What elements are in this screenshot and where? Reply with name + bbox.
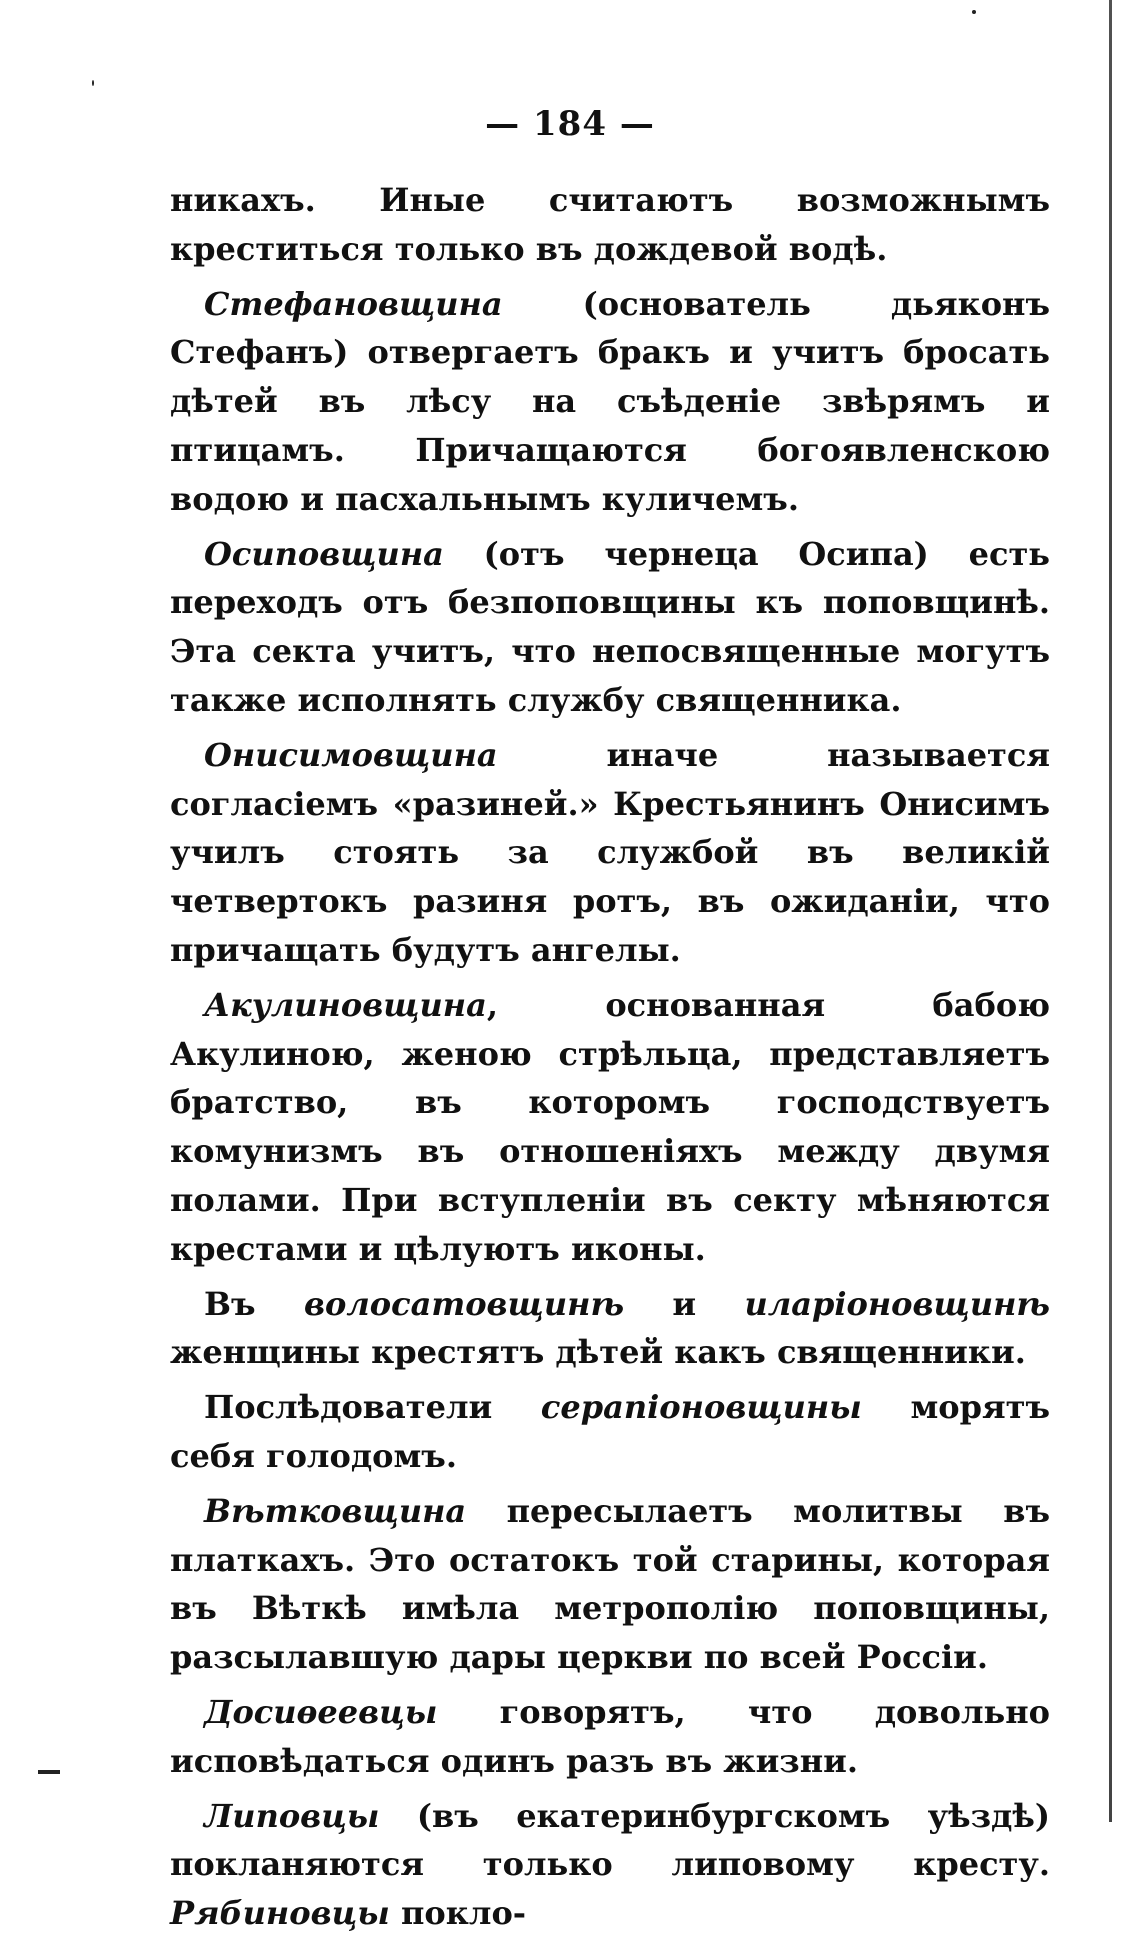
sect-term: волосатовщинѣ <box>303 1284 625 1323</box>
text-segment: (въ екатеринбургскомъ уѣздѣ) покланяются только липовому кресту. <box>170 1796 1050 1884</box>
paragraph <box>170 1792 1050 1938</box>
sect-term: иларіоновщинѣ <box>744 1284 1051 1323</box>
text-segment: пересылаетъ молитвы въ платкахъ. Это остатокъ той старины, которая въ Вѣткѣ имѣла метрополію поповщины, разсылавшую дары церкви по всей Россіи. <box>170 1491 1050 1677</box>
sect-term: Осиповщина <box>204 534 444 573</box>
text-segment: и <box>624 1284 745 1323</box>
sect-term: Липовцы <box>204 1796 380 1835</box>
paragraph <box>170 530 1050 725</box>
text-segment: (отъ чернеца Осипа) есть переходъ отъ безпоповщины къ поповщинѣ. Эта секта учитъ, что непосвященные могутъ также исполнять службу священника. <box>170 534 1050 719</box>
text-segment: морятъ себя голодомъ. <box>170 1388 1050 1475</box>
paragraph <box>170 176 1050 274</box>
margin-mark <box>38 1770 60 1774</box>
text-segment: , основанная бабою Акулиною, женою стрѣльца, представляетъ братство, въ которомъ господствуетъ комунизмъ въ отношеніяхъ между двумя полами. При вступленіи въ секту мѣняются крестами и цѣлуютъ иконы. <box>170 985 1050 1268</box>
page-number: — 184 — <box>485 104 655 144</box>
paragraph <box>170 1280 1050 1378</box>
text-segment: иначе называется согласіемъ «разиней.» Крестьянинъ Онисимъ училъ стоять за службой въ великій четвертокъ разиня ротъ, въ ожиданіи, что причащать будутъ ангелы. <box>170 735 1050 969</box>
body-text <box>170 176 1050 1944</box>
paragraph <box>170 731 1050 975</box>
sect-term: Вѣтковщина <box>204 1491 467 1530</box>
sect-term: Акулиновщина <box>204 985 487 1024</box>
text-segment: покло- <box>389 1894 527 1933</box>
paragraph <box>170 1688 1050 1786</box>
sect-term: серапіоновщины <box>540 1388 862 1427</box>
text-segment: никахъ. Иные считаютъ возможнымъ креститься только въ дождевой водѣ. <box>170 181 1050 268</box>
text-segment: женщины крестятъ дѣтей какъ священники. <box>170 1333 1026 1372</box>
text-segment: Въ <box>204 1284 304 1323</box>
page-edge-shadow <box>1109 0 1112 1822</box>
sect-term: Стефановщина <box>204 284 503 323</box>
sect-term: Онисимовщина <box>204 735 498 774</box>
scan-speck <box>972 10 976 14</box>
scan-speck <box>92 80 94 86</box>
paragraph <box>170 981 1050 1274</box>
paragraph <box>170 1383 1050 1481</box>
paragraph <box>170 280 1050 524</box>
sect-term: Досиѳеевцы <box>204 1692 438 1731</box>
text-segment: (основатель дьяконъ Стефанъ) отвергаетъ бракъ и учитъ бросать дѣтей въ лѣсу на съѣденіе звѣрямъ и птицамъ. Причащаются богоявленскою водою и пасхальнымъ куличемъ. <box>170 284 1050 518</box>
text-segment: говорятъ, что довольно исповѣдаться одинъ разъ въ жизни. <box>170 1692 1050 1780</box>
text-segment: Послѣдователи <box>204 1388 541 1427</box>
sect-term: Рябиновцы <box>170 1894 390 1933</box>
paragraph <box>170 1487 1050 1682</box>
